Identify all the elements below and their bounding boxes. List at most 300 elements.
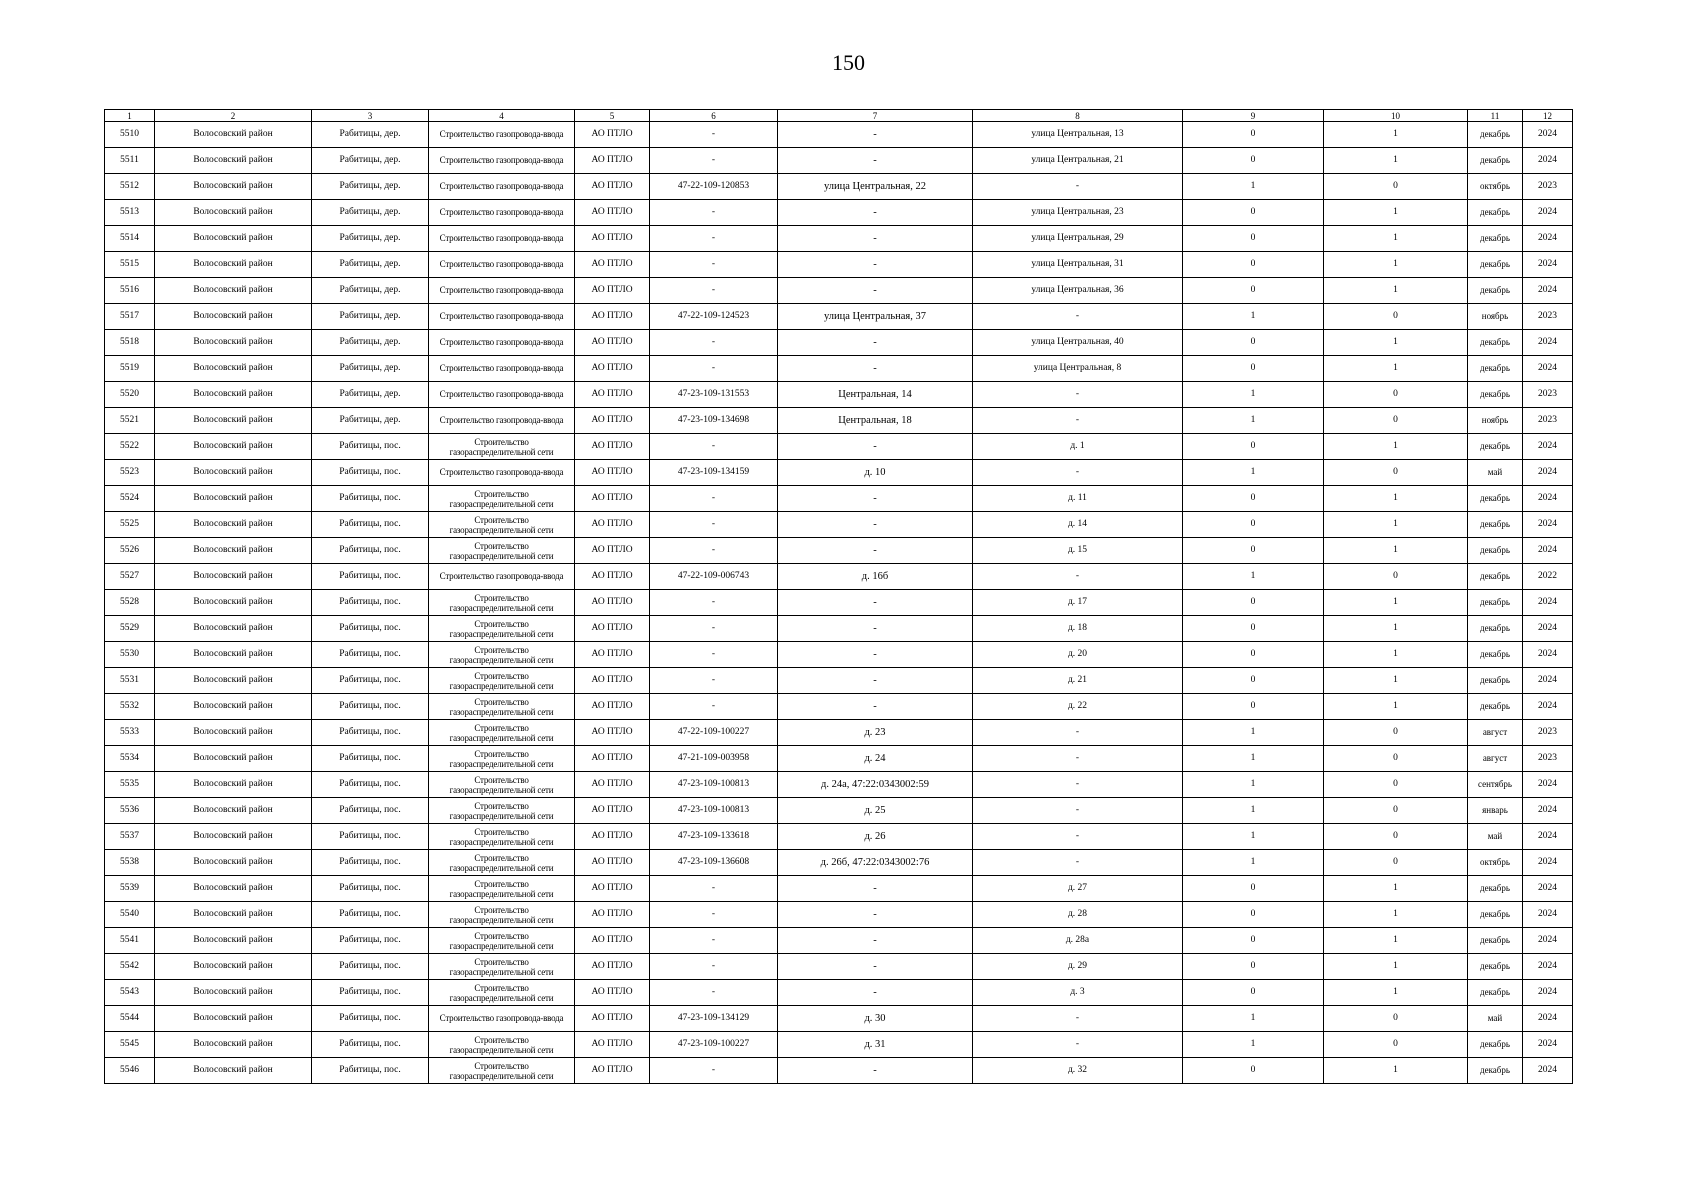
cell-count-planned: 0 bbox=[1324, 824, 1468, 850]
cell-year: 2024 bbox=[1523, 512, 1573, 538]
cell-work-type: Строительство газопровода-ввода bbox=[429, 122, 575, 148]
cell-organization: АО ПТЛО bbox=[575, 1006, 650, 1032]
cell-year: 2024 bbox=[1523, 876, 1573, 902]
cell-row-number: 5539 bbox=[105, 876, 155, 902]
cell-month: декабрь bbox=[1468, 642, 1523, 668]
cell-application-number: - bbox=[650, 980, 778, 1006]
cell-count-applied: 0 bbox=[1183, 694, 1324, 720]
cell-address-planned: д. 22 bbox=[973, 694, 1183, 720]
cell-month: декабрь bbox=[1468, 122, 1523, 148]
cell-year: 2024 bbox=[1523, 954, 1573, 980]
cell-count-planned: 0 bbox=[1324, 720, 1468, 746]
cell-address-applied: - bbox=[778, 902, 973, 928]
cell-address-planned: - bbox=[973, 304, 1183, 330]
table-row bbox=[105, 252, 1573, 278]
cell-organization: АО ПТЛО bbox=[575, 200, 650, 226]
cell-district: Волосовский район bbox=[155, 772, 312, 798]
cell-work-type: Строительство газораспределительной сети bbox=[429, 850, 575, 876]
cell-count-applied: 0 bbox=[1183, 226, 1324, 252]
table-row bbox=[105, 278, 1573, 304]
cell-address-planned: улица Центральная, 40 bbox=[973, 330, 1183, 356]
cell-month: декабрь bbox=[1468, 1058, 1523, 1084]
cell-count-planned: 1 bbox=[1324, 122, 1468, 148]
cell-application-number: - bbox=[650, 616, 778, 642]
table-row bbox=[105, 356, 1573, 382]
cell-organization: АО ПТЛО bbox=[575, 694, 650, 720]
cell-settlement: Рабитицы, пос. bbox=[312, 824, 429, 850]
cell-count-applied: 1 bbox=[1183, 798, 1324, 824]
cell-application-number: - bbox=[650, 954, 778, 980]
column-header-11: 11 bbox=[1468, 110, 1523, 122]
cell-address-applied: д. 26б, 47:22:0343002:76 bbox=[778, 850, 973, 876]
cell-work-type: Строительство газораспределительной сети bbox=[429, 616, 575, 642]
cell-address-applied: д. 31 bbox=[778, 1032, 973, 1058]
table-body bbox=[105, 122, 1573, 1084]
cell-row-number: 5523 bbox=[105, 460, 155, 486]
cell-address-applied: - bbox=[778, 668, 973, 694]
cell-address-planned: д. 32 bbox=[973, 1058, 1183, 1084]
cell-application-number: 47-23-109-133618 bbox=[650, 824, 778, 850]
column-header-3: 3 bbox=[312, 110, 429, 122]
cell-organization: АО ПТЛО bbox=[575, 902, 650, 928]
cell-row-number: 5514 bbox=[105, 226, 155, 252]
cell-address-applied: д. 25 bbox=[778, 798, 973, 824]
cell-organization: АО ПТЛО bbox=[575, 356, 650, 382]
cell-address-planned: д. 28а bbox=[973, 928, 1183, 954]
cell-settlement: Рабитицы, дер. bbox=[312, 356, 429, 382]
cell-district: Волосовский район bbox=[155, 434, 312, 460]
cell-month: декабрь bbox=[1468, 694, 1523, 720]
cell-month: октябрь bbox=[1468, 174, 1523, 200]
cell-settlement: Рабитицы, дер. bbox=[312, 278, 429, 304]
cell-work-type: Строительство газораспределительной сети bbox=[429, 512, 575, 538]
cell-count-planned: 1 bbox=[1324, 616, 1468, 642]
cell-row-number: 5524 bbox=[105, 486, 155, 512]
cell-address-applied: - bbox=[778, 200, 973, 226]
cell-count-applied: 0 bbox=[1183, 590, 1324, 616]
cell-work-type: Строительство газопровода-ввода bbox=[429, 200, 575, 226]
cell-settlement: Рабитицы, пос. bbox=[312, 980, 429, 1006]
cell-row-number: 5513 bbox=[105, 200, 155, 226]
cell-organization: АО ПТЛО bbox=[575, 824, 650, 850]
cell-count-planned: 1 bbox=[1324, 668, 1468, 694]
cell-row-number: 5517 bbox=[105, 304, 155, 330]
cell-district: Волосовский район bbox=[155, 902, 312, 928]
cell-district: Волосовский район bbox=[155, 538, 312, 564]
cell-district: Волосовский район bbox=[155, 980, 312, 1006]
cell-count-planned: 1 bbox=[1324, 148, 1468, 174]
cell-month: сентябрь bbox=[1468, 772, 1523, 798]
cell-organization: АО ПТЛО bbox=[575, 850, 650, 876]
cell-count-applied: 0 bbox=[1183, 668, 1324, 694]
table-row bbox=[105, 668, 1573, 694]
cell-row-number: 5526 bbox=[105, 538, 155, 564]
cell-count-planned: 1 bbox=[1324, 252, 1468, 278]
cell-month: декабрь bbox=[1468, 200, 1523, 226]
cell-month: декабрь bbox=[1468, 538, 1523, 564]
cell-settlement: Рабитицы, пос. bbox=[312, 486, 429, 512]
cell-count-applied: 1 bbox=[1183, 850, 1324, 876]
cell-address-applied: - bbox=[778, 538, 973, 564]
cell-year: 2024 bbox=[1523, 148, 1573, 174]
cell-organization: АО ПТЛО bbox=[575, 304, 650, 330]
cell-organization: АО ПТЛО bbox=[575, 252, 650, 278]
table-row bbox=[105, 642, 1573, 668]
table-row bbox=[105, 304, 1573, 330]
cell-count-applied: 1 bbox=[1183, 460, 1324, 486]
page-number: 150 bbox=[832, 50, 865, 75]
cell-year: 2024 bbox=[1523, 1058, 1573, 1084]
cell-row-number: 5543 bbox=[105, 980, 155, 1006]
cell-application-number: 47-22-109-120853 bbox=[650, 174, 778, 200]
cell-settlement: Рабитицы, пос. bbox=[312, 720, 429, 746]
cell-count-applied: 1 bbox=[1183, 772, 1324, 798]
cell-organization: АО ПТЛО bbox=[575, 278, 650, 304]
cell-address-planned: - bbox=[973, 850, 1183, 876]
cell-address-applied: улица Центральная, 22 bbox=[778, 174, 973, 200]
cell-district: Волосовский район bbox=[155, 174, 312, 200]
cell-count-planned: 0 bbox=[1324, 304, 1468, 330]
cell-organization: АО ПТЛО bbox=[575, 226, 650, 252]
cell-row-number: 5515 bbox=[105, 252, 155, 278]
cell-address-applied: улица Центральная, 37 bbox=[778, 304, 973, 330]
cell-organization: АО ПТЛО bbox=[575, 174, 650, 200]
cell-district: Волосовский район bbox=[155, 252, 312, 278]
cell-count-applied: 1 bbox=[1183, 174, 1324, 200]
cell-count-planned: 0 bbox=[1324, 850, 1468, 876]
cell-settlement: Рабитицы, дер. bbox=[312, 122, 429, 148]
cell-work-type: Строительство газопровода-ввода bbox=[429, 226, 575, 252]
cell-year: 2024 bbox=[1523, 590, 1573, 616]
cell-address-planned: - bbox=[973, 772, 1183, 798]
cell-count-planned: 1 bbox=[1324, 928, 1468, 954]
cell-organization: АО ПТЛО bbox=[575, 954, 650, 980]
table-row bbox=[105, 460, 1573, 486]
cell-application-number: - bbox=[650, 356, 778, 382]
cell-application-number: 47-23-109-134159 bbox=[650, 460, 778, 486]
cell-application-number: - bbox=[650, 642, 778, 668]
cell-address-applied: - bbox=[778, 278, 973, 304]
cell-address-applied: - bbox=[778, 122, 973, 148]
cell-count-applied: 0 bbox=[1183, 278, 1324, 304]
column-header-5: 5 bbox=[575, 110, 650, 122]
cell-work-type: Строительство газопровода-ввода bbox=[429, 252, 575, 278]
cell-count-applied: 1 bbox=[1183, 1006, 1324, 1032]
cell-district: Волосовский район bbox=[155, 694, 312, 720]
cell-address-planned: улица Центральная, 36 bbox=[973, 278, 1183, 304]
cell-year: 2024 bbox=[1523, 824, 1573, 850]
cell-year: 2023 bbox=[1523, 746, 1573, 772]
cell-address-planned: д. 28 bbox=[973, 902, 1183, 928]
cell-address-planned: д. 20 bbox=[973, 642, 1183, 668]
table-row bbox=[105, 876, 1573, 902]
cell-work-type: Строительство газораспределительной сети bbox=[429, 590, 575, 616]
cell-work-type: Строительство газораспределительной сети bbox=[429, 902, 575, 928]
cell-district: Волосовский район bbox=[155, 590, 312, 616]
table-row bbox=[105, 772, 1573, 798]
cell-month: декабрь bbox=[1468, 356, 1523, 382]
cell-work-type: Строительство газораспределительной сети bbox=[429, 928, 575, 954]
cell-organization: АО ПТЛО bbox=[575, 434, 650, 460]
cell-year: 2024 bbox=[1523, 486, 1573, 512]
table-row bbox=[105, 226, 1573, 252]
cell-work-type: Строительство газораспределительной сети bbox=[429, 642, 575, 668]
cell-count-planned: 1 bbox=[1324, 278, 1468, 304]
cell-address-planned: - bbox=[973, 460, 1183, 486]
cell-district: Волосовский район bbox=[155, 824, 312, 850]
cell-organization: АО ПТЛО bbox=[575, 746, 650, 772]
cell-count-planned: 0 bbox=[1324, 564, 1468, 590]
cell-count-applied: 0 bbox=[1183, 252, 1324, 278]
cell-year: 2024 bbox=[1523, 772, 1573, 798]
cell-address-applied: - bbox=[778, 148, 973, 174]
cell-row-number: 5534 bbox=[105, 746, 155, 772]
cell-district: Волосовский район bbox=[155, 1032, 312, 1058]
cell-work-type: Строительство газораспределительной сети bbox=[429, 486, 575, 512]
cell-application-number: 47-23-109-136608 bbox=[650, 850, 778, 876]
cell-row-number: 5533 bbox=[105, 720, 155, 746]
cell-settlement: Рабитицы, пос. bbox=[312, 1032, 429, 1058]
cell-row-number: 5516 bbox=[105, 278, 155, 304]
cell-month: январь bbox=[1468, 798, 1523, 824]
cell-month: октябрь bbox=[1468, 850, 1523, 876]
cell-address-planned: улица Центральная, 13 bbox=[973, 122, 1183, 148]
cell-count-applied: 0 bbox=[1183, 980, 1324, 1006]
cell-address-applied: - bbox=[778, 642, 973, 668]
cell-settlement: Рабитицы, пос. bbox=[312, 954, 429, 980]
cell-settlement: Рабитицы, дер. bbox=[312, 174, 429, 200]
cell-row-number: 5546 bbox=[105, 1058, 155, 1084]
cell-row-number: 5537 bbox=[105, 824, 155, 850]
cell-district: Волосовский район bbox=[155, 616, 312, 642]
cell-year: 2024 bbox=[1523, 460, 1573, 486]
cell-settlement: Рабитицы, пос. bbox=[312, 876, 429, 902]
cell-address-planned: - bbox=[973, 798, 1183, 824]
cell-settlement: Рабитицы, пос. bbox=[312, 590, 429, 616]
cell-year: 2024 bbox=[1523, 850, 1573, 876]
cell-address-applied: - bbox=[778, 252, 973, 278]
cell-count-applied: 0 bbox=[1183, 1058, 1324, 1084]
cell-settlement: Рабитицы, дер. bbox=[312, 148, 429, 174]
cell-address-applied: - bbox=[778, 928, 973, 954]
cell-settlement: Рабитицы, пос. bbox=[312, 434, 429, 460]
cell-district: Волосовский район bbox=[155, 928, 312, 954]
cell-count-applied: 0 bbox=[1183, 122, 1324, 148]
cell-month: декабрь bbox=[1468, 512, 1523, 538]
table-row bbox=[105, 824, 1573, 850]
cell-count-applied: 0 bbox=[1183, 642, 1324, 668]
cell-count-applied: 0 bbox=[1183, 902, 1324, 928]
cell-district: Волосовский район bbox=[155, 798, 312, 824]
cell-organization: АО ПТЛО bbox=[575, 1032, 650, 1058]
cell-work-type: Строительство газопровода-ввода bbox=[429, 148, 575, 174]
cell-work-type: Строительство газопровода-ввода bbox=[429, 356, 575, 382]
table-row bbox=[105, 616, 1573, 642]
cell-count-applied: 0 bbox=[1183, 486, 1324, 512]
cell-address-applied: - bbox=[778, 980, 973, 1006]
cell-address-applied: - bbox=[778, 330, 973, 356]
cell-year: 2023 bbox=[1523, 408, 1573, 434]
cell-address-applied: д. 24 bbox=[778, 746, 973, 772]
cell-district: Волосовский район bbox=[155, 226, 312, 252]
cell-address-applied: д. 16б bbox=[778, 564, 973, 590]
cell-settlement: Рабитицы, пос. bbox=[312, 850, 429, 876]
cell-district: Волосовский район bbox=[155, 408, 312, 434]
cell-month: декабрь bbox=[1468, 954, 1523, 980]
cell-row-number: 5530 bbox=[105, 642, 155, 668]
cell-work-type: Строительство газораспределительной сети bbox=[429, 980, 575, 1006]
cell-count-applied: 0 bbox=[1183, 538, 1324, 564]
cell-row-number: 5522 bbox=[105, 434, 155, 460]
cell-settlement: Рабитицы, пос. bbox=[312, 772, 429, 798]
cell-work-type: Строительство газораспределительной сети bbox=[429, 798, 575, 824]
cell-work-type: Строительство газопровода-ввода bbox=[429, 382, 575, 408]
cell-application-number: - bbox=[650, 148, 778, 174]
cell-count-planned: 1 bbox=[1324, 434, 1468, 460]
cell-address-planned: улица Центральная, 29 bbox=[973, 226, 1183, 252]
cell-settlement: Рабитицы, пос. bbox=[312, 694, 429, 720]
cell-month: май bbox=[1468, 1006, 1523, 1032]
cell-month: декабрь bbox=[1468, 876, 1523, 902]
cell-month: декабрь bbox=[1468, 980, 1523, 1006]
cell-application-number: 47-23-109-134129 bbox=[650, 1006, 778, 1032]
cell-address-applied: - bbox=[778, 876, 973, 902]
cell-address-planned: улица Центральная, 23 bbox=[973, 200, 1183, 226]
cell-address-applied: - bbox=[778, 486, 973, 512]
cell-address-applied: д. 10 bbox=[778, 460, 973, 486]
cell-address-applied: - bbox=[778, 1058, 973, 1084]
cell-count-applied: 1 bbox=[1183, 824, 1324, 850]
cell-year: 2022 bbox=[1523, 564, 1573, 590]
cell-month: август bbox=[1468, 746, 1523, 772]
cell-count-applied: 1 bbox=[1183, 304, 1324, 330]
cell-organization: АО ПТЛО bbox=[575, 668, 650, 694]
table-row bbox=[105, 148, 1573, 174]
cell-district: Волосовский район bbox=[155, 356, 312, 382]
cell-month: декабрь bbox=[1468, 616, 1523, 642]
table-row bbox=[105, 798, 1573, 824]
cell-row-number: 5536 bbox=[105, 798, 155, 824]
cell-organization: АО ПТЛО bbox=[575, 616, 650, 642]
cell-year: 2024 bbox=[1523, 694, 1573, 720]
cell-count-planned: 0 bbox=[1324, 772, 1468, 798]
cell-address-planned: д. 1 bbox=[973, 434, 1183, 460]
cell-month: декабрь bbox=[1468, 668, 1523, 694]
cell-application-number: - bbox=[650, 486, 778, 512]
cell-row-number: 5521 bbox=[105, 408, 155, 434]
cell-district: Волосовский район bbox=[155, 1006, 312, 1032]
cell-month: декабрь bbox=[1468, 330, 1523, 356]
table-row bbox=[105, 486, 1573, 512]
cell-district: Волосовский район bbox=[155, 876, 312, 902]
cell-count-applied: 0 bbox=[1183, 434, 1324, 460]
table-row bbox=[105, 434, 1573, 460]
cell-address-planned: - bbox=[973, 382, 1183, 408]
cell-address-applied: д. 23 bbox=[778, 720, 973, 746]
cell-address-planned: улица Центральная, 21 bbox=[973, 148, 1183, 174]
cell-count-applied: 0 bbox=[1183, 954, 1324, 980]
cell-district: Волосовский район bbox=[155, 746, 312, 772]
cell-count-planned: 1 bbox=[1324, 356, 1468, 382]
cell-row-number: 5510 bbox=[105, 122, 155, 148]
cell-organization: АО ПТЛО bbox=[575, 122, 650, 148]
cell-settlement: Рабитицы, пос. bbox=[312, 902, 429, 928]
cell-work-type: Строительство газораспределительной сети bbox=[429, 1058, 575, 1084]
cell-address-planned: - bbox=[973, 824, 1183, 850]
cell-address-planned: д. 27 bbox=[973, 876, 1183, 902]
cell-year: 2023 bbox=[1523, 174, 1573, 200]
cell-count-applied: 0 bbox=[1183, 148, 1324, 174]
cell-year: 2023 bbox=[1523, 304, 1573, 330]
cell-application-number: - bbox=[650, 512, 778, 538]
cell-count-applied: 1 bbox=[1183, 564, 1324, 590]
cell-address-planned: улица Центральная, 31 bbox=[973, 252, 1183, 278]
cell-organization: АО ПТЛО bbox=[575, 876, 650, 902]
cell-address-applied: д. 24а, 47:22:0343002:59 bbox=[778, 772, 973, 798]
cell-settlement: Рабитицы, пос. bbox=[312, 564, 429, 590]
cell-settlement: Рабитицы, пос. bbox=[312, 1006, 429, 1032]
cell-year: 2024 bbox=[1523, 928, 1573, 954]
cell-work-type: Строительство газопровода-ввода bbox=[429, 330, 575, 356]
cell-year: 2024 bbox=[1523, 122, 1573, 148]
cell-settlement: Рабитицы, пос. bbox=[312, 512, 429, 538]
column-header-7: 7 bbox=[778, 110, 973, 122]
cell-row-number: 5528 bbox=[105, 590, 155, 616]
cell-year: 2023 bbox=[1523, 720, 1573, 746]
cell-settlement: Рабитицы, пос. bbox=[312, 538, 429, 564]
cell-address-planned: - bbox=[973, 720, 1183, 746]
cell-application-number: 47-23-109-131553 bbox=[650, 382, 778, 408]
cell-organization: АО ПТЛО bbox=[575, 590, 650, 616]
cell-count-planned: 1 bbox=[1324, 486, 1468, 512]
cell-district: Волосовский район bbox=[155, 642, 312, 668]
cell-work-type: Строительство газопровода-ввода bbox=[429, 408, 575, 434]
cell-address-planned: д. 11 bbox=[973, 486, 1183, 512]
cell-settlement: Рабитицы, пос. bbox=[312, 460, 429, 486]
column-header-9: 9 bbox=[1183, 110, 1324, 122]
cell-application-number: 47-23-109-100813 bbox=[650, 798, 778, 824]
cell-year: 2024 bbox=[1523, 538, 1573, 564]
cell-address-planned: - bbox=[973, 564, 1183, 590]
cell-work-type: Строительство газораспределительной сети bbox=[429, 746, 575, 772]
cell-organization: АО ПТЛО bbox=[575, 980, 650, 1006]
cell-application-number: - bbox=[650, 330, 778, 356]
cell-application-number: - bbox=[650, 590, 778, 616]
cell-settlement: Рабитицы, дер. bbox=[312, 304, 429, 330]
cell-application-number: 47-23-109-134698 bbox=[650, 408, 778, 434]
cell-settlement: Рабитицы, пос. bbox=[312, 616, 429, 642]
cell-work-type: Строительство газопровода-ввода bbox=[429, 564, 575, 590]
table-row bbox=[105, 928, 1573, 954]
cell-settlement: Рабитицы, пос. bbox=[312, 668, 429, 694]
cell-address-planned: - bbox=[973, 174, 1183, 200]
table-row bbox=[105, 590, 1573, 616]
cell-settlement: Рабитицы, пос. bbox=[312, 928, 429, 954]
cell-district: Волосовский район bbox=[155, 382, 312, 408]
cell-row-number: 5545 bbox=[105, 1032, 155, 1058]
cell-district: Волосовский район bbox=[155, 278, 312, 304]
cell-year: 2024 bbox=[1523, 1032, 1573, 1058]
cell-district: Волосовский район bbox=[155, 954, 312, 980]
cell-count-applied: 0 bbox=[1183, 876, 1324, 902]
table-row bbox=[105, 1006, 1573, 1032]
cell-count-planned: 1 bbox=[1324, 330, 1468, 356]
cell-year: 2024 bbox=[1523, 616, 1573, 642]
cell-organization: АО ПТЛО bbox=[575, 564, 650, 590]
gasification-table bbox=[104, 109, 1573, 1084]
cell-count-applied: 0 bbox=[1183, 330, 1324, 356]
cell-row-number: 5541 bbox=[105, 928, 155, 954]
